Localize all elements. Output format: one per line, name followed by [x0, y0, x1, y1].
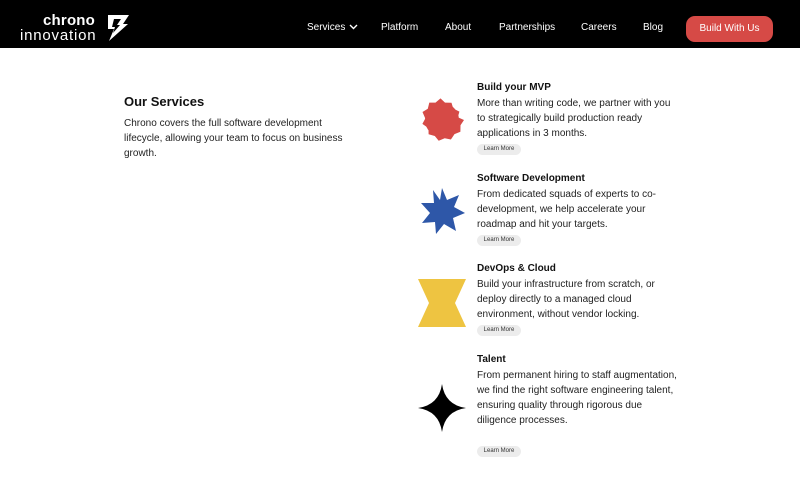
learn-more-link[interactable]: Learn More [477, 235, 521, 246]
top-nav-bar [0, 0, 800, 48]
section-intro-text: Chrono covers the full software development lifecycle, allowing your team to focus on business growth. [124, 118, 343, 159]
nav-careers[interactable]: Careers [581, 22, 617, 33]
service-title: Talent [477, 354, 506, 365]
nav-platform[interactable]: Platform [381, 22, 419, 33]
logo-line-2: innovation [20, 27, 97, 44]
four-point-star-icon [418, 384, 466, 432]
service-title: Build your MVP [477, 82, 551, 93]
service-description: Build your infrastructure from scratch, or deploy directly to a managed cloud environment, without vendor locking. [477, 279, 655, 320]
chevron-down-icon[interactable] [349, 24, 358, 30]
learn-more-link[interactable]: Learn More [477, 325, 521, 336]
section-title: Our Services [124, 94, 205, 109]
learn-more-link[interactable]: Learn More [477, 144, 521, 155]
nav-partnerships[interactable]: Partnerships [499, 22, 556, 33]
build-with-us-button[interactable]: Build With Us [686, 16, 773, 42]
chrono-logo[interactable] [20, 13, 132, 43]
nav-services[interactable]: Services [307, 22, 346, 33]
service-description: More than writing code, we partner with you to strategically build production ready applications in 3 months. [477, 98, 671, 139]
learn-more-link[interactable]: Learn More [477, 446, 521, 457]
service-description: From dedicated squads of experts to co-development, we help accelerate your roadmap and hit your targets. [477, 189, 656, 230]
hourglass-icon [418, 279, 466, 327]
scalloped-badge-icon [418, 96, 466, 144]
nav-about[interactable]: About [445, 22, 472, 33]
service-description: From permanent hiring to staff augmentation, we find the right software engineering talent, ensuring quality through rigorous due diligence processes. [477, 370, 677, 426]
star-burst-icon [418, 187, 466, 235]
service-title: Software Development [477, 173, 585, 184]
nav-blog[interactable]: Blog [643, 22, 664, 33]
service-title: DevOps & Cloud [477, 263, 556, 274]
logo-line-1: chrono [43, 12, 96, 29]
chrono-mark-icon [106, 14, 130, 42]
